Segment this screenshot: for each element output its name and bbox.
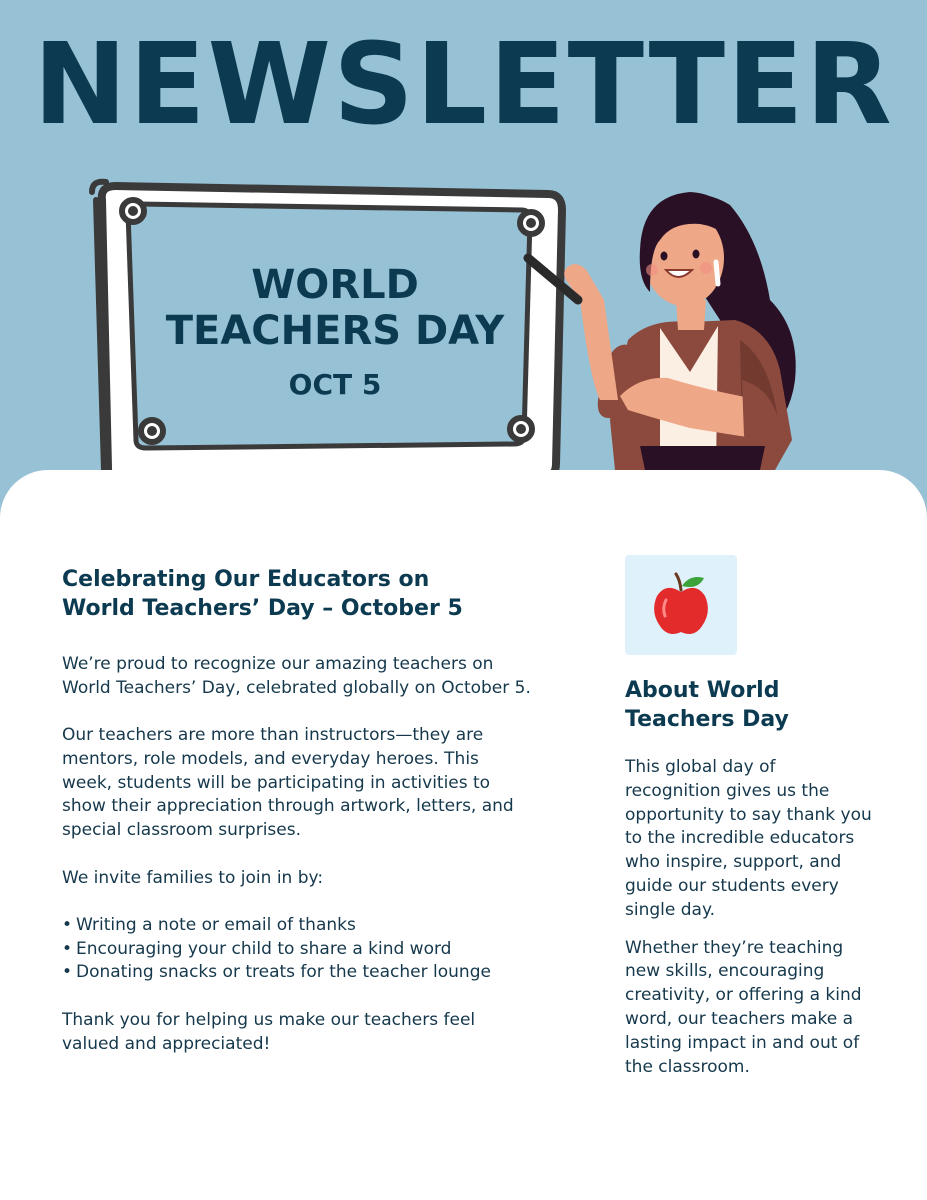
board-title-line2: TEACHERS DAY: [165, 308, 505, 354]
sidebar-heading-line1: About World: [625, 678, 780, 703]
closing-paragraph: Thank you for helping us make our teachers feel valued and appreciated!: [62, 1009, 476, 1054]
teachers-paragraph: Our teachers are more than instructors—they are mentors, role models, and everyday heroes. This week, students will be participating in activities to show their appreciation through artwork, letters, and special classroom surprises.: [62, 725, 514, 841]
sidebar-paragraph: Whether they’re teaching new skills, encouraging creativity, or offering a kind word, our teachers make a lasting impact in and out of the classroom.: [625, 937, 862, 1077]
sidebar-heading: [625, 676, 875, 734]
list-item: • Donating snacks or treats for the teacher lounge: [62, 961, 532, 985]
intro-paragraph: We’re proud to recognize our amazing teachers on World Teachers’ Day, celebrated globally on October 5.: [62, 654, 531, 698]
ways-to-join-list: [62, 914, 532, 985]
board-title-line1: WORLD: [251, 262, 419, 308]
main-article: [62, 565, 532, 1080]
teacher-illustration: [528, 192, 796, 470]
list-item: • Encouraging your child to share a kind word: [62, 938, 532, 962]
article-heading-line2: World Teachers’ Day – October 5: [62, 596, 463, 621]
list-item: • Writing a note or email of thanks: [62, 914, 532, 938]
sidebar-heading-line2: Teachers Day: [625, 707, 789, 732]
sidebar-paragraph: This global day of recognition gives us the opportunity to say thank you to the incredible educators who inspire, support, and guide our students every single day.: [625, 757, 872, 920]
invite-paragraph: We invite families to join in by:: [62, 867, 324, 888]
article-heading-line1: Celebrating Our Educators on: [62, 567, 430, 592]
newsletter-masthead: NEWSLETTER: [33, 20, 894, 150]
apple-tile: [625, 555, 737, 655]
board-title: [130, 262, 540, 354]
sidebar: [625, 555, 875, 1093]
board-date: OCT 5: [288, 368, 382, 401]
article-heading: [62, 565, 532, 623]
apple-icon: [652, 572, 710, 638]
hero-illustration: [0, 0, 927, 520]
